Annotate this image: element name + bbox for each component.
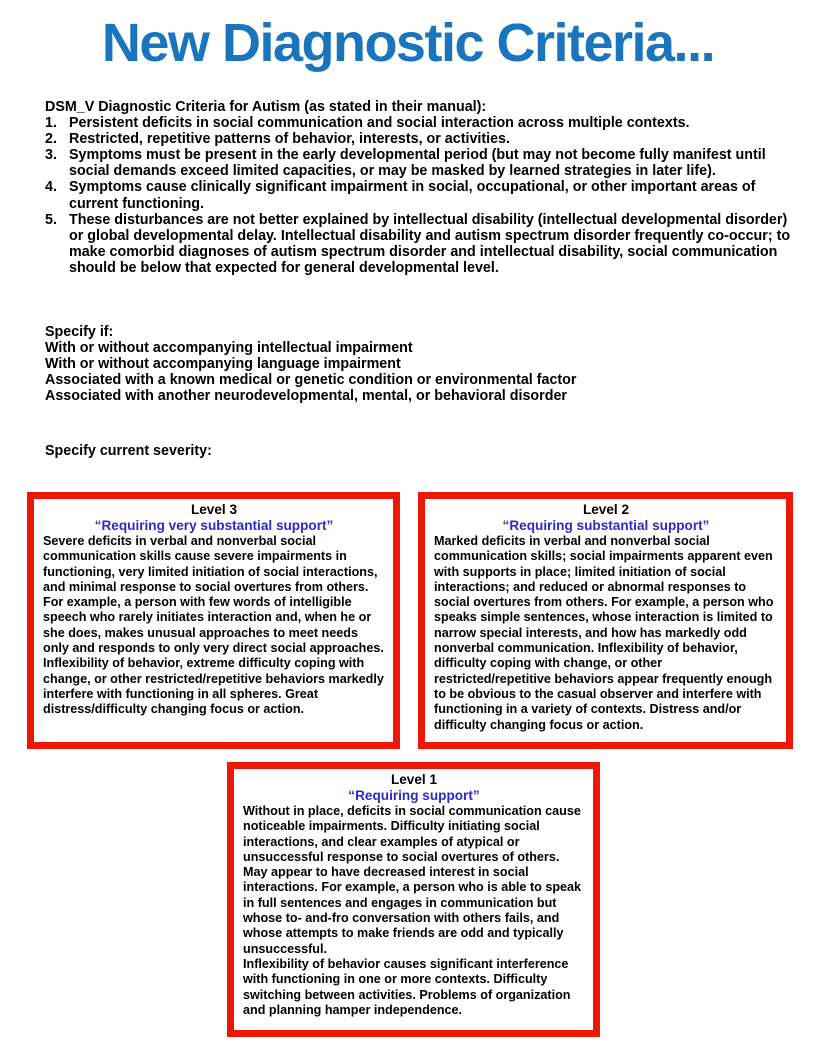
level-2-paragraph: Marked deficits in verbal and nonverbal social communication skills; social impairments apparent even with supports in place; limited initiation of social interactions; and reduced or abnormal responses to social overtures from others. For example, a person who speaks simple sentences, whose interaction is limited to narrow special interests, and how has markedly odd nonverbal communication. Inflexibility of behavior, difficulty coping with change, or other restricted/repetitive behaviors appear frequently enough to be obvious to the casual observer and interfere with functioning in a variety of contexts. Distress and/or difficulty changing focus or action. xyxy=(434,534,774,732)
intro-heading: DSM_V Diagnostic Criteria for Autism (as stated in their manual): xyxy=(45,99,487,115)
criterion-row xyxy=(45,131,792,147)
criterion-text: Symptoms must be present in the early developmental period (but may not become fully manifest until social demands exceed limited capacities, or may be masked by learned strategies in later life). xyxy=(69,147,766,180)
criterion-text: Restricted, repetitive patterns of behavior, interests, or activities. xyxy=(69,131,510,148)
level-1-quote: “Requiring support” xyxy=(348,788,480,803)
criterion-number: 5. xyxy=(45,211,57,228)
specify-if-item: Associated with a known medical or genetic condition or environmental factor xyxy=(45,372,577,389)
criteria-list xyxy=(45,115,792,276)
severity-box-level-2 xyxy=(418,492,793,749)
level-1-paragraph: Without in place, deficits in social communication cause noticeable impairments. Difficulty initiating social interactions, and clear examples of atypical or unsuccessful response to social overtures of others. May appear to have decreased interest in social interactions. For example, a person who is able to speak in full sentences and engages in communication but whose to- and-fro conversation with others fails, and whose attempts to make friends are odd and typically unsuccessful. xyxy=(243,804,582,956)
criterion-text: Symptoms cause clinically significant impairment in social, occupational, or other important areas of current functioning. xyxy=(69,179,756,212)
dsm-criteria-section xyxy=(45,99,792,276)
level-3-paragraph: Inflexibility of behavior, extreme difficulty coping with change, or other restricted/repetitive behaviors markedly interfere with functioning in all spheres. Great distress/difficulty changing focus or action. xyxy=(43,656,384,717)
criterion-number: 3. xyxy=(45,147,57,164)
criterion-row xyxy=(45,212,792,276)
specify-if-item: Associated with another neurodevelopmental, mental, or behavioral disorder xyxy=(45,388,567,405)
level-1-body xyxy=(243,804,585,1018)
level-3-quote: “Requiring very substantial support” xyxy=(94,518,334,533)
criterion-row xyxy=(45,147,792,179)
criterion-text: These disturbances are not better explained by intellectual disability (intellectual developmental disorder) or global developmental delay. Intellectual disability and autism spectrum disorder frequently co-occur; to make comorbid diagnoses of autism spectrum disorder and intellectual disability, social communication should be below that expected for general developmental level. xyxy=(69,211,791,276)
criterion-number: 2. xyxy=(45,131,57,148)
severity-box-level-1 xyxy=(227,762,600,1037)
level-3-paragraph: Severe deficits in verbal and nonverbal social communication skills cause severe impairments in functioning, very limited initiation of social interactions, and minimal response to social overtures from others. For example, a person with few words of intelligible speech who rarely initiates interaction and, when he or she does, makes unusual approaches to meet needs only and responds to only very direct social approaches. xyxy=(43,534,384,656)
criterion-number: 4. xyxy=(45,179,57,196)
level-3-title: Level 3 xyxy=(190,502,238,517)
level-3-body xyxy=(43,534,385,718)
level-2-quote: “Requiring substantial support” xyxy=(502,518,710,533)
page-title: New Diagnostic Criteria... xyxy=(101,13,715,73)
criterion-number: 1. xyxy=(45,115,57,132)
specify-if-section xyxy=(45,324,792,404)
severity-heading: Specify current severity: xyxy=(45,443,212,459)
criterion-row xyxy=(45,179,792,211)
level-1-paragraph: Inflexibility of behavior causes significant interference with functioning in one or more contexts. Difficulty switching between activities. Problems of organization and planning hamper independence. xyxy=(243,956,571,1017)
level-2-title: Level 2 xyxy=(582,502,630,517)
specify-if-heading: Specify if: xyxy=(45,324,114,340)
level-2-body xyxy=(434,534,778,733)
level-1-title: Level 1 xyxy=(390,772,438,787)
specify-if-item: With or without accompanying language impairment xyxy=(45,356,401,373)
severity-box-level-3 xyxy=(27,492,400,749)
criterion-text: Persistent deficits in social communication and social interaction across multiple contexts. xyxy=(69,115,690,132)
specify-if-item: With or without accompanying intellectual impairment xyxy=(45,340,413,357)
criterion-row xyxy=(45,115,792,131)
